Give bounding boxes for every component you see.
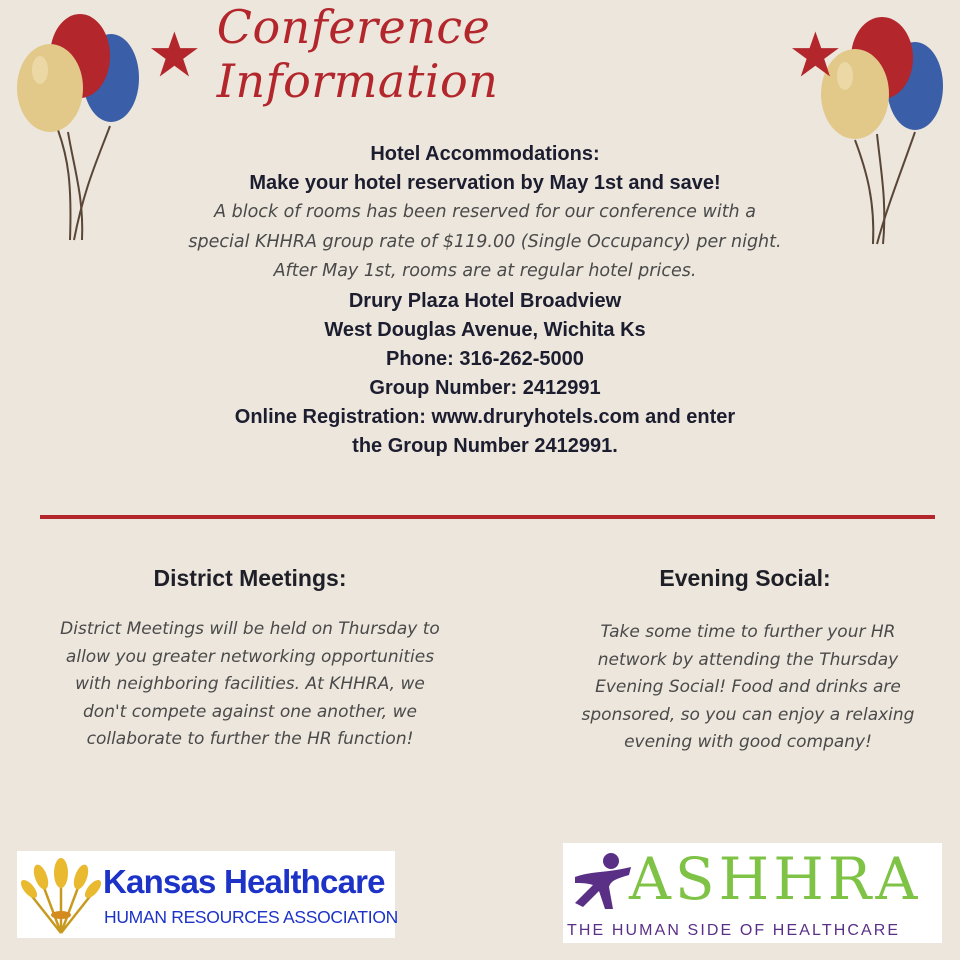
ashhra-name: ASHHRA xyxy=(629,845,922,913)
title-row xyxy=(150,0,840,108)
hotel-subheading: Make your hotel reservation by May 1st and save! xyxy=(249,172,721,194)
khhra-logo xyxy=(17,851,398,938)
ashhra-logo xyxy=(563,843,942,943)
hotel-address: West Douglas Avenue, Wichita Ks xyxy=(324,318,646,341)
hotel-section xyxy=(150,140,820,461)
person-icon xyxy=(567,851,637,913)
hotel-group-number: Group Number: 2412991 xyxy=(369,376,601,399)
khhra-subtitle: HUMAN RESOURCES ASSOCIATION xyxy=(104,907,398,927)
star-icon xyxy=(150,29,199,79)
district-body: District Meetings will be held on Thursday to allow you greater networking opportunities with neighboring facilities. At KHHRA, we don't compete against one another, we collaborate to further the HR function! xyxy=(60,619,440,749)
page-title: Conference Information xyxy=(216,0,499,108)
social-heading: Evening Social: xyxy=(659,565,831,591)
hotel-heading: Hotel Accommodations: xyxy=(370,143,600,165)
social-body: Take some time to further your HR network by attending the Thursday Evening Social! Food and drinks are sponsored, so you can enjoy a relaxing evening with good company! xyxy=(581,622,915,752)
section-divider xyxy=(40,515,935,519)
district-heading: District Meetings: xyxy=(153,565,347,591)
hotel-name: Drury Plaza Hotel Broadview xyxy=(348,289,622,312)
balloons-left-icon xyxy=(10,8,145,243)
hotel-description: A block of rooms has been reserved for our conference with a special KHHRA group rate of $119.00 (Single Occupancy) per night. After May 1st, rooms are at regular hotel prices. xyxy=(188,202,782,281)
star-icon xyxy=(791,29,840,79)
wheat-icon xyxy=(21,855,101,935)
hotel-phone: Phone: 316-262-5000 xyxy=(386,347,584,370)
khhra-name: Kansas Healthcare xyxy=(103,863,385,900)
ashhra-subtitle: THE HUMAN SIDE OF HEALTHCARE xyxy=(567,922,901,939)
hotel-online-registration-1: Online Registration: www.druryhotels.com and enter xyxy=(234,405,736,428)
hotel-online-registration-2: the Group Number 2412991. xyxy=(352,434,618,457)
